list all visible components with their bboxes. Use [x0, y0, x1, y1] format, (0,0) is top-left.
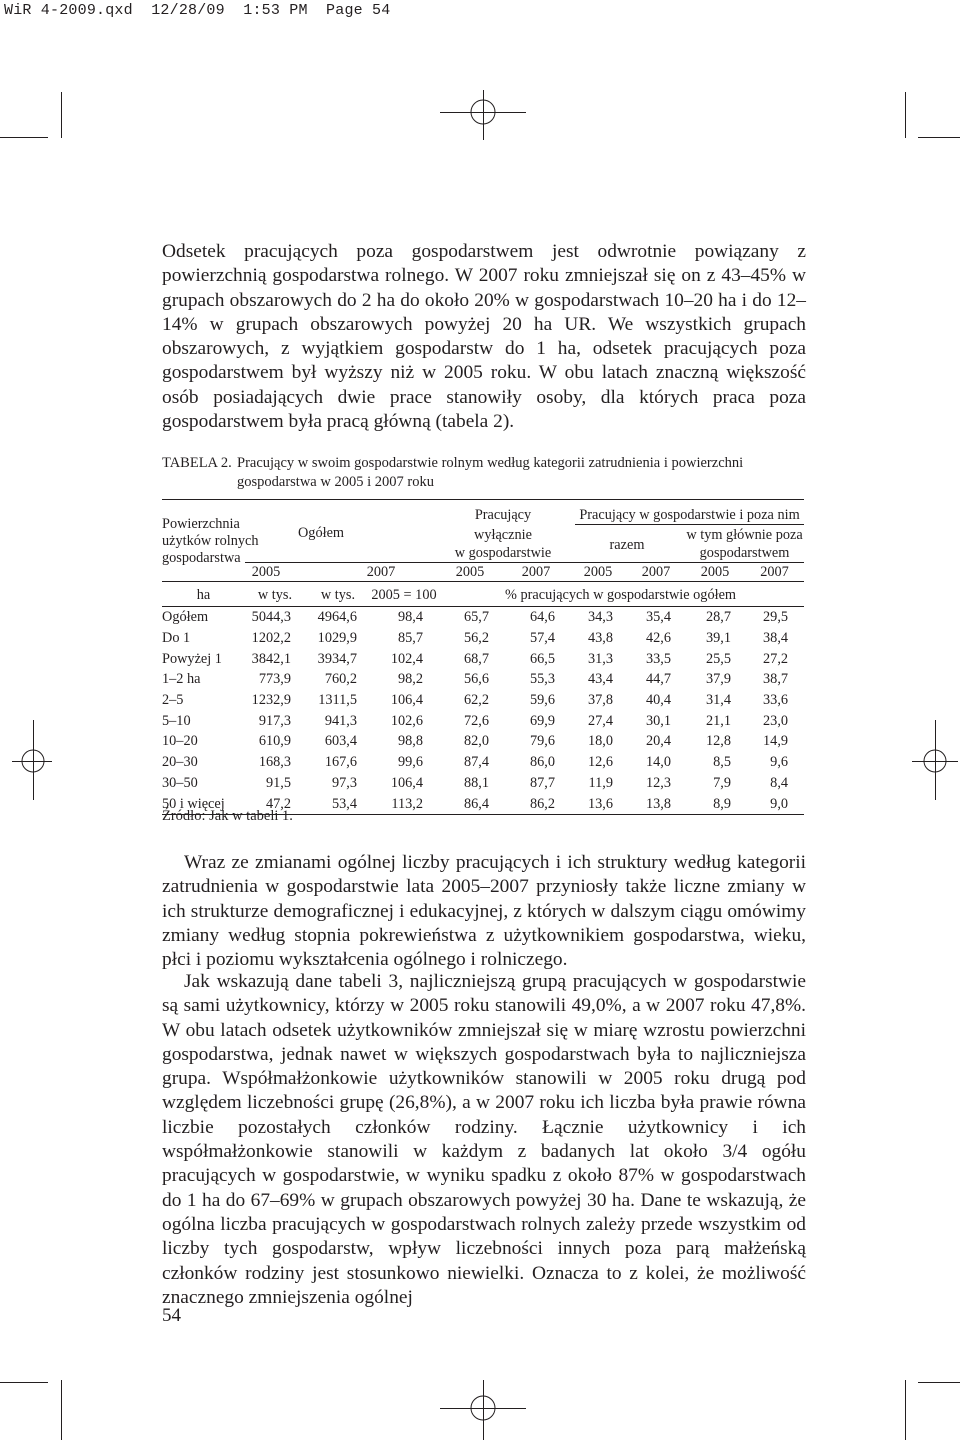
- header-year-8: 2007: [745, 563, 804, 582]
- header-year-5: 2005: [569, 563, 627, 582]
- table-cell: 44,7: [645, 671, 671, 688]
- table-row: [162, 607, 804, 628]
- table-cell: 27,4: [587, 712, 613, 729]
- header-both-main-line1: w tym głównie poza: [686, 527, 803, 543]
- row-label: 10–20: [162, 733, 198, 750]
- table-cell: 43,4: [587, 671, 613, 688]
- header-area-line1: Powierzchnia: [162, 516, 240, 532]
- table-cell: 3934,7: [317, 650, 357, 667]
- unit-thousands-2005: w tys.: [245, 582, 305, 607]
- row-label: Ogółem: [162, 609, 209, 626]
- table-cell: 7,9: [713, 774, 731, 791]
- unit-thousands-2007: w tys.: [305, 582, 371, 607]
- row-label: Do 1: [162, 630, 191, 647]
- table-row: [162, 648, 804, 669]
- table-cell: 98,4: [397, 609, 423, 626]
- table-cell: 53,4: [305, 793, 371, 814]
- table-cell: 760,2: [324, 671, 357, 688]
- file-slug: WiR 4-2009.qxd 12/28/09 1:53 PM Page 54: [4, 2, 391, 19]
- table-cell: 14,0: [645, 754, 671, 771]
- table-cell: 941,3: [324, 712, 357, 729]
- table-cell: 29,5: [763, 609, 789, 626]
- table-cell: 87,7: [529, 774, 555, 791]
- table-cell: 25,5: [705, 650, 731, 667]
- header-year-1: 2005: [245, 563, 305, 582]
- unit-ha: ha: [162, 582, 245, 607]
- table-cell: 55,3: [529, 671, 555, 688]
- header-year-2: 2007: [305, 563, 437, 582]
- table-row: [162, 710, 804, 731]
- row-label: 1–2 ha: [162, 671, 201, 688]
- table-cell: 57,4: [529, 630, 555, 647]
- table-cell: 28,7: [705, 609, 731, 626]
- table-cell: 102,6: [390, 712, 423, 729]
- header-only-line3: w gospodarstwie: [454, 545, 552, 561]
- table-row: [162, 752, 804, 773]
- table-cell: 14,9: [763, 733, 789, 750]
- table-cell: 65,7: [463, 609, 489, 626]
- header-year-7: 2005: [685, 563, 745, 582]
- table-cell: 38,7: [763, 671, 789, 688]
- page-number: 54: [162, 1305, 181, 1326]
- table-cell: 72,6: [463, 712, 489, 729]
- table-cell: 37,8: [587, 692, 613, 709]
- table-cell: 86,2: [503, 793, 569, 814]
- table-cell: 1202,2: [251, 630, 291, 647]
- table-cell: 8,4: [770, 774, 789, 791]
- table-caption: [162, 454, 802, 492]
- table-cell: 8,9: [685, 793, 745, 814]
- table-cell: 23,0: [763, 712, 789, 729]
- table-cell: 56,6: [463, 671, 489, 688]
- table-cell: 1029,9: [317, 630, 357, 647]
- table-cell: 27,2: [763, 650, 789, 667]
- table-cell: 47,2: [245, 793, 305, 814]
- header-both-cell: [569, 500, 804, 527]
- table-row: [162, 690, 804, 711]
- table-cell: 37,9: [705, 671, 731, 688]
- table-cell: 21,1: [705, 712, 731, 729]
- data-table: [162, 499, 804, 815]
- table-cell: 42,6: [645, 630, 671, 647]
- table-cell: 9,0: [745, 793, 804, 814]
- table-cell: 59,6: [529, 692, 555, 709]
- table-cell: 64,6: [529, 609, 555, 626]
- table-cell: 4964,6: [317, 609, 357, 626]
- table-cell: 1311,5: [318, 692, 357, 709]
- row-label: 50 i więcej: [162, 793, 245, 814]
- table-cell: 18,0: [587, 733, 613, 750]
- row-label: 20–30: [162, 754, 198, 771]
- paragraph-changes: Wraz ze zmianami ogólnej liczby pracujących i ich struktury według kategorii zatrudnienia w gospodarstwie lata 2005–2007 przyniosły także liczne zmiany w ich strukturze demograficznej i edukacyjnej, z których w dalszym ciągu omówimy zmiany według stopnia pokrewieństwa z użytkownikiem gospodarstwa, wieku, płci i poziomu wykształcenia ogólnego i rolniczego.: [162, 852, 806, 971]
- row-label: 30–50: [162, 774, 198, 791]
- table-cell: 91,5: [265, 774, 291, 791]
- header-year-6: 2007: [627, 563, 685, 582]
- table-cell: 35,4: [645, 609, 671, 626]
- table-row: [162, 628, 804, 649]
- row-label: 2–5: [162, 692, 184, 709]
- table-cell: 66,5: [529, 650, 555, 667]
- table-cell: 917,3: [258, 712, 291, 729]
- table-cell: 1232,9: [251, 692, 291, 709]
- table-source: Źródło: Jak w tabeli 1.: [162, 808, 293, 824]
- table-row: [162, 731, 804, 752]
- table-cell: 31,4: [705, 692, 731, 709]
- table-cell: 610,9: [258, 733, 291, 750]
- unit-percent: % pracujących w gospodarstwie ogółem: [437, 582, 804, 607]
- header-only-line1: Pracujący: [437, 500, 569, 527]
- table-cell: 106,4: [390, 774, 423, 791]
- unit-index: 2005 = 100: [371, 582, 437, 607]
- table-cell: 39,1: [705, 630, 731, 647]
- table-cell: 106,4: [390, 692, 423, 709]
- table-cell: 12,8: [705, 733, 731, 750]
- table-cell: 85,7: [397, 630, 423, 647]
- table-cell: 9,6: [770, 754, 789, 771]
- table-cell: 88,1: [463, 774, 489, 791]
- table-cell: 773,9: [258, 671, 291, 688]
- table-cell: 12,3: [645, 774, 671, 791]
- table-cell: 31,3: [587, 650, 613, 667]
- table-cell: 102,4: [390, 650, 423, 667]
- table-row: [162, 773, 804, 794]
- table-cell: 98,8: [397, 733, 423, 750]
- header-both-razem: razem: [609, 537, 645, 553]
- header-area: [162, 500, 259, 582]
- table-cell: 69,9: [529, 712, 555, 729]
- header-only-cell: [437, 526, 569, 563]
- table-cell: 30,1: [645, 712, 671, 729]
- table-cell: 40,4: [645, 692, 671, 709]
- table-cell: 38,4: [763, 630, 789, 647]
- table-cell: 11,9: [588, 774, 613, 791]
- table-cell: 87,4: [463, 754, 489, 771]
- table-cell: 113,2: [371, 793, 437, 814]
- table-cell: 5044,3: [251, 609, 291, 626]
- table-cell: 34,3: [587, 609, 613, 626]
- table-cell: 13,8: [627, 793, 685, 814]
- table-cell: 12,6: [587, 754, 613, 771]
- table-cell: 603,4: [324, 733, 357, 750]
- table-cell: 8,5: [713, 754, 731, 771]
- header-both-main-cell: [685, 526, 804, 563]
- row-label: Powyżej 1: [162, 650, 222, 667]
- paragraph-intro: Odsetek pracujących poza gospodarstwem jest odwrotnie powiązany z powierzchnią gospodarstwa rolnego. W 2007 roku zmniejszał się on z 43–45% w grupach obszarowych do 2 ha do około 20% w gospodarstwach 10–20 ha i do 12–14% w grupach obszarowych powyżej 20 ha UR. We wszystkich grupach obszarowych, z wyjątkiem gospodarstw do 1 ha, odsetek pracujących poza gospodarstwem był wyższy niż w 2005 roku. W obu latach znaczną większość osób posiadających dwie prace stanowiły osoby, dla których praca poza gospodarstwem była pracą główną (tabela 2).: [162, 241, 806, 433]
- table-cell: 168,3: [258, 754, 291, 771]
- table-caption-line1: Pracujący w swoim gospodarstwie rolnym według kategorii zatrudnienia i powierzchni: [237, 455, 744, 471]
- header-both-main-line2: gospodarstwem: [699, 545, 790, 561]
- table-cell: 97,3: [331, 774, 357, 791]
- table-cell: 99,6: [397, 754, 423, 771]
- table-row: [162, 669, 804, 690]
- table-cell: 167,6: [324, 754, 357, 771]
- table-cell: 33,6: [763, 692, 789, 709]
- table-cell: 86,4: [437, 793, 503, 814]
- table-cell: 20,4: [645, 733, 671, 750]
- header-area-line2: użytków rolnych: [162, 533, 259, 549]
- table-label: TABELA 2.: [162, 455, 232, 471]
- table-caption-line2: gospodarstwa w 2005 i 2007 roku: [237, 474, 434, 490]
- table-cell: 13,6: [569, 793, 627, 814]
- table-cell: 82,0: [463, 733, 489, 750]
- table-cell: 56,2: [463, 630, 489, 647]
- table-cell: 43,8: [587, 630, 613, 647]
- table-cell: 62,2: [463, 692, 489, 709]
- header-both-title: Pracujący w gospodarstwie i poza nim: [575, 506, 804, 525]
- header-year-4: 2007: [503, 563, 569, 582]
- table-cell: 86,0: [529, 754, 555, 771]
- header-total: Ogółem: [245, 500, 437, 563]
- table-cell: 98,2: [397, 671, 423, 688]
- table-cell: 79,6: [529, 733, 555, 750]
- paragraph-table3: Jak wskazują dane tabeli 3, najliczniejszą grupą pracujących w gospodarstwie są sami użytkownicy, którzy w 2005 roku stanowili 49,0%, a w 2007 roku 47,8%. W obu latach odsetek użytkowników zmniejszał się w miarę wzrostu powierzchni gospodarstwa, jednak nawet w większych gospodarstwach była to najliczniejsza grupa. Współmałżonkowie użytkowników stanowili w 2005 roku drugą pod względem liczebności grupę (26,8%), a w 2007 roku ich liczba była prawie równa liczbie pozostałych członków rodziny. Łącznie użytkownicy i ich współmałżonkowie stanowili w każdym z badanych lat około 3/4 ogółu pracujących w gospodarstwie, w wyniku spadku z około 87% w gospodarstwach do 1 ha do 67–69% w grupach obszarowych powyżej 30 ha. Dane te wskazują, że ogólna liczba pracujących w gospodarstwach rolnych zależy przede wszystkim od liczby tych gospodarstw, wpływ liczebności innych poza parą małżeńską członków rodziny jest stosunkowo niewielki. Oznacza to z kolei, że możliwość znacznego zmniejszenia ogólnej: [162, 971, 806, 1308]
- header-only-line2: wyłącznie: [474, 527, 532, 543]
- header-year-3: 2005: [437, 563, 503, 582]
- header-area-line3: gospodarstwa: [162, 550, 241, 566]
- table-cell: 33,5: [645, 650, 671, 667]
- table-cell: 3842,1: [251, 650, 291, 667]
- table-cell: 68,7: [463, 650, 489, 667]
- row-label: 5–10: [162, 712, 191, 729]
